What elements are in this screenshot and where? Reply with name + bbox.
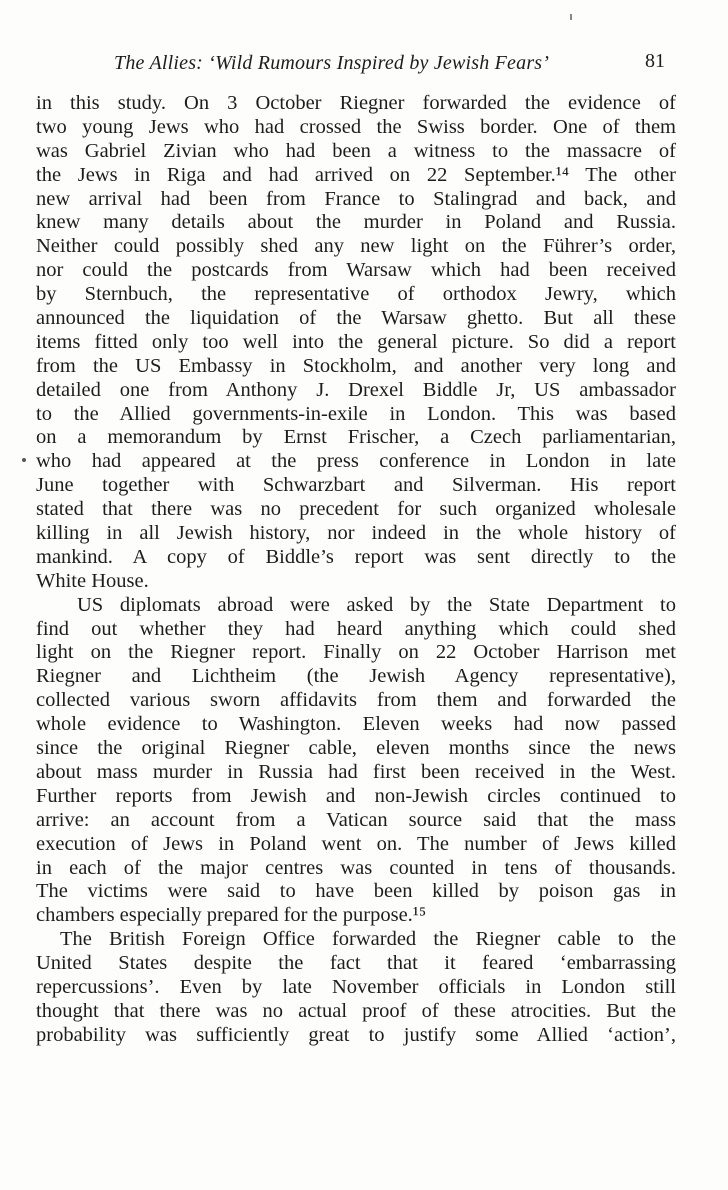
text-line: The victims were said to have been killed by poison gas in bbox=[36, 880, 676, 903]
text-line: collected various sworn affidavits from them and forwarded the bbox=[36, 689, 676, 712]
text-line: Riegner and Lichtheim (the Jewish Agency representative), bbox=[36, 665, 676, 688]
text-line: June together with Schwarzbart and Silverman. His report bbox=[36, 474, 676, 497]
text-line: light on the Riegner report. Finally on 22 October Harrison met bbox=[36, 641, 676, 664]
text-line: announced the liquidation of the Warsaw ghetto. But all these bbox=[36, 307, 676, 330]
text-line: since the original Riegner cable, eleven months since the news bbox=[36, 737, 676, 760]
text-line: execution of Jews in Poland went on. The number of Jews killed bbox=[36, 832, 676, 855]
text-line: mankind. A copy of Biddle’s report was sent directly to the bbox=[36, 545, 676, 568]
text-line: whole evidence to Washington. Eleven weeks had now passed bbox=[36, 713, 676, 736]
paragraph-start-line: US diplomats abroad were asked by the State Department to bbox=[77, 593, 676, 616]
text-line: find out whether they had heard anything which could shed bbox=[36, 617, 676, 640]
text-line: repercussions’. Even by late November officials in London still bbox=[36, 975, 676, 998]
text-line: thought that there was no actual proof of these atrocities. But the bbox=[36, 999, 676, 1022]
text-line: chambers especially prepared for the purpose.¹⁵ bbox=[36, 904, 427, 927]
scan-mark bbox=[570, 14, 572, 20]
text-line: on a memorandum by Ernst Frischer, a Czech parliamentarian, bbox=[36, 426, 676, 449]
text-line: in this study. On 3 October Riegner forwarded the evidence of bbox=[36, 92, 676, 114]
scan-speck bbox=[22, 458, 26, 462]
running-head: The Allies: ‘Wild Rumours Inspired by Jewish Fears’ bbox=[114, 52, 550, 74]
text-line: two young Jews who had crossed the Swiss border. One of them bbox=[36, 115, 676, 138]
text-line: was Gabriel Zivian who had been a witness to the massacre of bbox=[36, 139, 676, 162]
page-header bbox=[0, 44, 728, 74]
text-line: White House. bbox=[36, 569, 149, 592]
body-text bbox=[36, 92, 676, 1048]
text-line: detailed one from Anthony J. Drexel Biddle Jr, US ambassador bbox=[36, 378, 676, 401]
text-line: the Jews in Riga and had arrived on 22 September.¹⁴ The other bbox=[36, 163, 676, 186]
text-line: stated that there was no precedent for such organized wholesale bbox=[36, 498, 676, 521]
text-line: Further reports from Jewish and non-Jewish circles continued to bbox=[36, 784, 676, 807]
text-line: to the Allied governments-in-exile in London. This was based bbox=[36, 402, 676, 425]
text-line: probability was sufficiently great to justify some Allied ‘action’, bbox=[36, 1023, 676, 1046]
text-line: new arrival had been from France to Stalingrad and back, and bbox=[36, 187, 676, 210]
text-line: who had appeared at the press conference in London in late bbox=[36, 450, 676, 473]
text-line: in each of the major centres was counted in tens of thousands. bbox=[36, 856, 676, 879]
text-line: nor could the postcards from Warsaw which had been received bbox=[36, 259, 676, 282]
text-line: arrive: an account from a Vatican source said that the mass bbox=[36, 808, 676, 831]
text-line: knew many details about the murder in Poland and Russia. bbox=[36, 211, 676, 234]
text-line: killing in all Jewish history, nor indeed in the whole history of bbox=[36, 522, 676, 545]
text-line: about mass murder in Russia had first been received in the West. bbox=[36, 760, 676, 783]
paragraph-start-line: The British Foreign Office forwarded the Riegner cable to the bbox=[60, 928, 676, 951]
text-line: items fitted only too well into the general picture. So did a report bbox=[36, 330, 676, 353]
text-line: from the US Embassy in Stockholm, and another very long and bbox=[36, 354, 676, 377]
text-line: United States despite the fact that it feared ‘embarrassing bbox=[36, 952, 676, 975]
text-line: Neither could possibly shed any new light on the Führer’s order, bbox=[36, 235, 676, 258]
page-number: 81 bbox=[645, 50, 665, 72]
text-line: by Sternbuch, the representative of orthodox Jewry, which bbox=[36, 283, 676, 306]
